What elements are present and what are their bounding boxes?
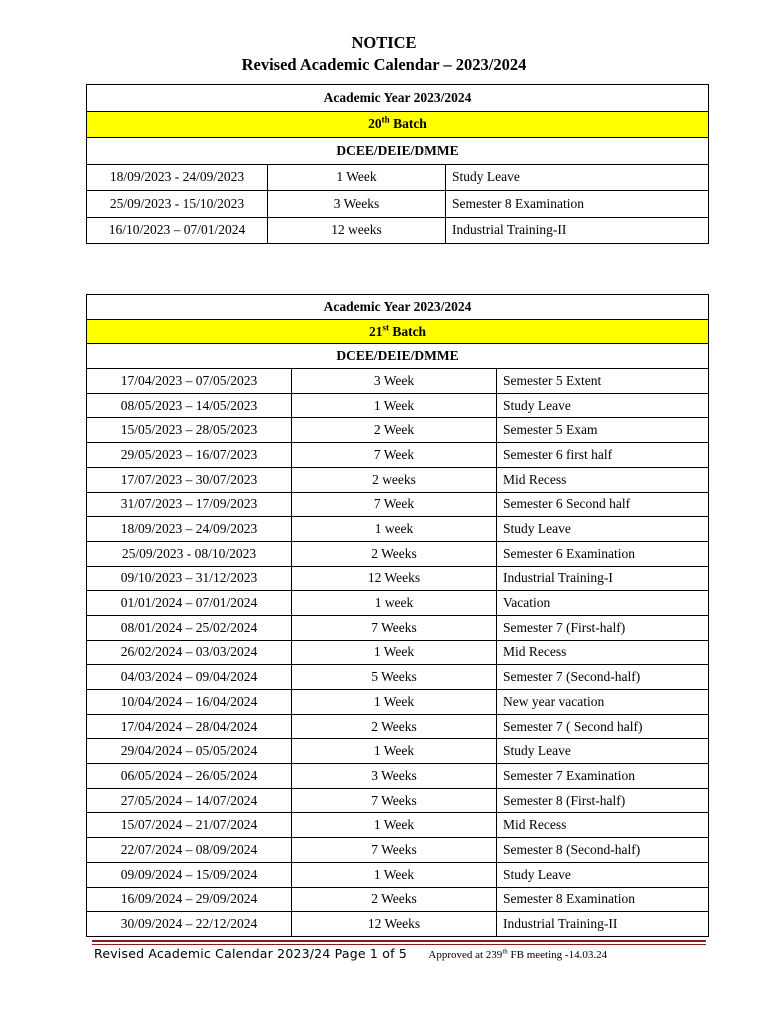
table-row [87,912,709,937]
table-row [87,862,709,887]
programs-header: DCEE/DEIE/DMME [87,138,709,165]
date-range-cell: 16/10/2023 – 07/01/2024 [87,217,268,244]
table-row [87,191,709,218]
activity-cell: Semester 7 ( Second half) [497,714,709,739]
date-range-cell: 15/05/2023 – 28/05/2023 [87,418,292,443]
academic-year-header: Academic Year 2023/2024 [87,295,709,320]
date-range-cell: 09/10/2023 – 31/12/2023 [87,566,292,591]
table-row [87,467,709,492]
activity-cell: Semester 6 first half [497,443,709,468]
activity-cell: Study Leave [497,862,709,887]
page-footer [94,946,714,962]
duration-cell: 7 Week [292,492,497,517]
table-row [87,838,709,863]
duration-cell: 2 Week [292,418,497,443]
duration-cell: 7 Weeks [292,615,497,640]
table-row [87,164,709,191]
programs-header: DCEE/DEIE/DMME [87,344,709,369]
table-row [87,517,709,542]
activity-cell: Study Leave [497,739,709,764]
activity-cell: Mid Recess [497,640,709,665]
footer-divider-thin [92,944,706,945]
activity-cell: Semester 5 Exam [497,418,709,443]
activity-cell: Industrial Training-I [497,566,709,591]
date-range-cell: 30/09/2024 – 22/12/2024 [87,912,292,937]
duration-cell: 1 Week [292,813,497,838]
table-row [87,566,709,591]
table-row [87,887,709,912]
table-row [87,443,709,468]
activity-cell: Semester 5 Extent [497,369,709,394]
duration-cell: 2 Weeks [292,887,497,912]
notice-heading: NOTICE [351,33,417,52]
table-row [87,640,709,665]
activity-cell: Study Leave [497,517,709,542]
batch-header: 20th Batch [87,111,709,138]
table-row [87,665,709,690]
document-header [0,32,768,76]
academic-year-header: Academic Year 2023/2024 [87,85,709,112]
table-row [87,739,709,764]
date-range-cell: 16/09/2024 – 29/09/2024 [87,887,292,912]
table-row [87,541,709,566]
table-row [87,369,709,394]
duration-cell: 2 Weeks [292,714,497,739]
date-range-cell: 26/02/2024 – 03/03/2024 [87,640,292,665]
activity-cell: Semester 7 (Second-half) [497,665,709,690]
date-range-cell: 08/05/2023 – 14/05/2023 [87,393,292,418]
date-range-cell: 18/09/2023 – 24/09/2023 [87,517,292,542]
table-row [87,764,709,789]
duration-cell: 5 Weeks [292,665,497,690]
duration-cell: 3 Weeks [292,764,497,789]
duration-cell: 7 Weeks [292,788,497,813]
date-range-cell: 22/07/2024 – 08/09/2024 [87,838,292,863]
batch-header: 21st Batch [87,319,709,344]
batch-21-calendar-table [86,294,709,937]
activity-cell: Study Leave [497,393,709,418]
duration-cell: 1 week [292,591,497,616]
date-range-cell: 08/01/2024 – 25/02/2024 [87,615,292,640]
date-range-cell: 27/05/2024 – 14/07/2024 [87,788,292,813]
document-title: Revised Academic Calendar – 2023/2024 [241,55,527,74]
table-row [87,714,709,739]
date-range-cell: 15/07/2024 – 21/07/2024 [87,813,292,838]
duration-cell: 7 Week [292,443,497,468]
batch-20-calendar-table [86,84,709,244]
duration-cell: 1 Week [292,739,497,764]
table-row [87,217,709,244]
table-row [87,615,709,640]
table-row [87,492,709,517]
activity-cell: Semester 7 Examination [497,764,709,789]
activity-cell: Semester 6 Examination [497,541,709,566]
duration-cell: 1 Week [268,164,446,191]
activity-cell: Mid Recess [497,813,709,838]
duration-cell: 1 Week [292,862,497,887]
footer-approval-note: Approved at 239th FB meeting -14.03.24 [428,947,608,961]
activity-cell: Vacation [497,591,709,616]
activity-cell: Semester 8 (First-half) [497,788,709,813]
activity-cell: Semester 8 Examination [497,887,709,912]
table-row [87,788,709,813]
activity-cell: Industrial Training-II [497,912,709,937]
duration-cell: 3 Weeks [268,191,446,218]
date-range-cell: 25/09/2023 - 15/10/2023 [87,191,268,218]
activity-cell: Semester 7 (First-half) [497,615,709,640]
footer-divider [92,940,706,942]
date-range-cell: 17/04/2023 – 07/05/2023 [87,369,292,394]
date-range-cell: 31/07/2023 – 17/09/2023 [87,492,292,517]
table-row [87,813,709,838]
activity-cell: Semester 6 Second half [497,492,709,517]
date-range-cell: 25/09/2023 - 08/10/2023 [87,541,292,566]
date-range-cell: 29/05/2023 – 16/07/2023 [87,443,292,468]
date-range-cell: 18/09/2023 - 24/09/2023 [87,164,268,191]
duration-cell: 12 Weeks [292,912,497,937]
activity-cell: Mid Recess [497,467,709,492]
table-row [87,591,709,616]
date-range-cell: 06/05/2024 – 26/05/2024 [87,764,292,789]
duration-cell: 2 Weeks [292,541,497,566]
date-range-cell: 01/01/2024 – 07/01/2024 [87,591,292,616]
duration-cell: 1 Week [292,393,497,418]
duration-cell: 7 Weeks [292,838,497,863]
activity-cell: Industrial Training-II [446,217,709,244]
duration-cell: 1 Week [292,640,497,665]
activity-cell: New year vacation [497,690,709,715]
table-row [87,393,709,418]
footer-page-info: Revised Academic Calendar 2023/24 Page 1 of 5 [94,946,407,961]
duration-cell: 2 weeks [292,467,497,492]
table-row [87,418,709,443]
activity-cell: Semester 8 Examination [446,191,709,218]
duration-cell: 12 Weeks [292,566,497,591]
date-range-cell: 29/04/2024 – 05/05/2024 [87,739,292,764]
date-range-cell: 09/09/2024 – 15/09/2024 [87,862,292,887]
date-range-cell: 17/04/2024 – 28/04/2024 [87,714,292,739]
duration-cell: 1 Week [292,690,497,715]
duration-cell: 3 Week [292,369,497,394]
activity-cell: Study Leave [446,164,709,191]
duration-cell: 12 weeks [268,217,446,244]
date-range-cell: 04/03/2024 – 09/04/2024 [87,665,292,690]
table-row [87,690,709,715]
date-range-cell: 17/07/2023 – 30/07/2023 [87,467,292,492]
duration-cell: 1 week [292,517,497,542]
date-range-cell: 10/04/2024 – 16/04/2024 [87,690,292,715]
activity-cell: Semester 8 (Second-half) [497,838,709,863]
